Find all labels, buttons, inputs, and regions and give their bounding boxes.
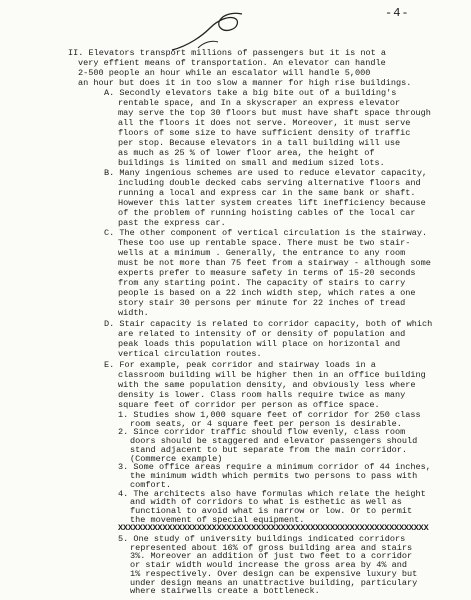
text-line: (Commerce example) (130, 453, 223, 464)
text-line: width. (118, 308, 149, 318)
text-line: and width of corridors to what is esthetic as well as (130, 497, 402, 508)
text-line: 2. Since corridor traffic should flow evenly, class room (118, 427, 406, 438)
text-line: 1. Studies show 1,000 square feet of corridor for 250 class (118, 410, 421, 420)
text-line: must be not more than 75 feet from a stairway - although some (118, 258, 431, 268)
text-line: with the same population density, and obviously less where (118, 380, 416, 390)
text-line: A. Secondly elevators take a big bite out of a building's (104, 88, 397, 98)
text-line: an hour but does it in too slow a manner for high rise buildings. (78, 78, 412, 88)
text-line: functional to avoid what is narrow or low. Or to permit (130, 505, 413, 516)
text-line: These too use up rentable space. There must be two stair- (118, 238, 411, 248)
text-line: 3%. Moreover an addition of just two feet to a corridor (130, 551, 413, 562)
text-line: II. Elevators transport millions of passengers but it is not a (68, 48, 386, 58)
text-line: experts prefer to measure safety in terms of 15-20 seconds (118, 268, 416, 278)
text-line: vertical circulation routes. (118, 349, 262, 359)
text-line: square feet of corridor per person as office space. (118, 400, 380, 410)
text-line: 2-500 people an hour while an escalator will handle 5,000 (78, 68, 371, 78)
text-line: However this latter system creates lift inefficiency because (118, 198, 426, 208)
text-line: 3. Some office areas require a minimum corridor of 44 inches, (118, 462, 431, 473)
text-line: including double decked cabs serving alternative floors and (118, 178, 421, 188)
text-line: comfort. (130, 479, 172, 490)
text-line: peak loads this population will place on horizontal and (118, 339, 401, 349)
handwritten-scribble-mark (168, 6, 248, 54)
text-line: room seats, or 4 square feet per person is desirable. (130, 418, 402, 429)
text-line: floors of some size to have sufficient density of traffic (118, 128, 411, 138)
text-line: stand adjacent to but separate from the main corridor. (130, 444, 407, 455)
text-line: under design means an unattractive building, particulary (130, 577, 418, 588)
text-line: from any starting point. The capacity of stairs to carry (118, 278, 406, 288)
text-line: the minimum width which permits two persons to pass with (130, 471, 418, 482)
text-line: people is based on a 22 inch width step, which rates a one (118, 288, 416, 298)
text-line: C. The other component of vertical circulation is the stairway. (104, 228, 428, 238)
text-line: as much as 25 % of lower floor area, the height of (118, 148, 375, 158)
text-line: of the problem of running hoisting cables of the local car (118, 208, 416, 218)
page-number: -4- (385, 6, 410, 20)
text-line: E. For example, peak corridor and stairway loads in a (104, 360, 376, 370)
text-line: may serve the top 30 floors but must have shaft space through (118, 108, 431, 118)
text-line: doors should be staggered and elevator passengers should (130, 436, 418, 447)
text-line: B. Many ingenious schemes are used to reduce elevator capacity, (104, 168, 428, 178)
text-line: wells at a minimum . Generally, the entrance to any room (118, 248, 406, 258)
text-line: are related to intensity of or density of population and (118, 329, 406, 339)
text-line: per stop. Because elevators in a tall building will use (118, 138, 401, 148)
text-line: where stairwells create a bottleneck. (130, 586, 320, 597)
text-line: 4. The architects also have formulas which relate the height (118, 488, 426, 499)
text-line: running a local and express car in the same bank or shaft. (118, 188, 416, 198)
text-line: rentable space, and In a skyscraper an express elevator (118, 98, 401, 108)
text-line: represented about 16% of gross building area and stairs (130, 542, 413, 553)
text-line: story stair 30 persons per minute for 22 inches of tread (118, 298, 406, 308)
text-line: 5. One study of university buildings indicated corridors (118, 533, 406, 544)
text-line: buildings is limited on small and medium sized lots. (118, 158, 385, 168)
text-line: all the floors it does not serve. Moreover, it must serve (118, 118, 411, 128)
text-line: past the express car. (118, 218, 226, 228)
struck-out-line: XXXXXXXXXXXXXXXXXXXXXXXXXXXXXXXXXXXXXXXXXXXXXXXXXXXXXXXXXXXXXXX (118, 523, 429, 534)
text-line: density is lower. Class room halls require twice as many (118, 390, 406, 400)
text-line: or stair width would increase the gross area by 4% and (130, 560, 407, 571)
text-line: 1% respectively. Over design can be expensive luxury but (130, 568, 418, 579)
text-line: D. Stair capacity is related to corridor capacity, both of which (104, 319, 433, 329)
text-line: the movement of special equipment. (130, 514, 305, 525)
text-line: very effient means of transportation. An elevator can handle (78, 58, 386, 68)
text-line: classroom building will be higher then in an office building (118, 370, 426, 380)
